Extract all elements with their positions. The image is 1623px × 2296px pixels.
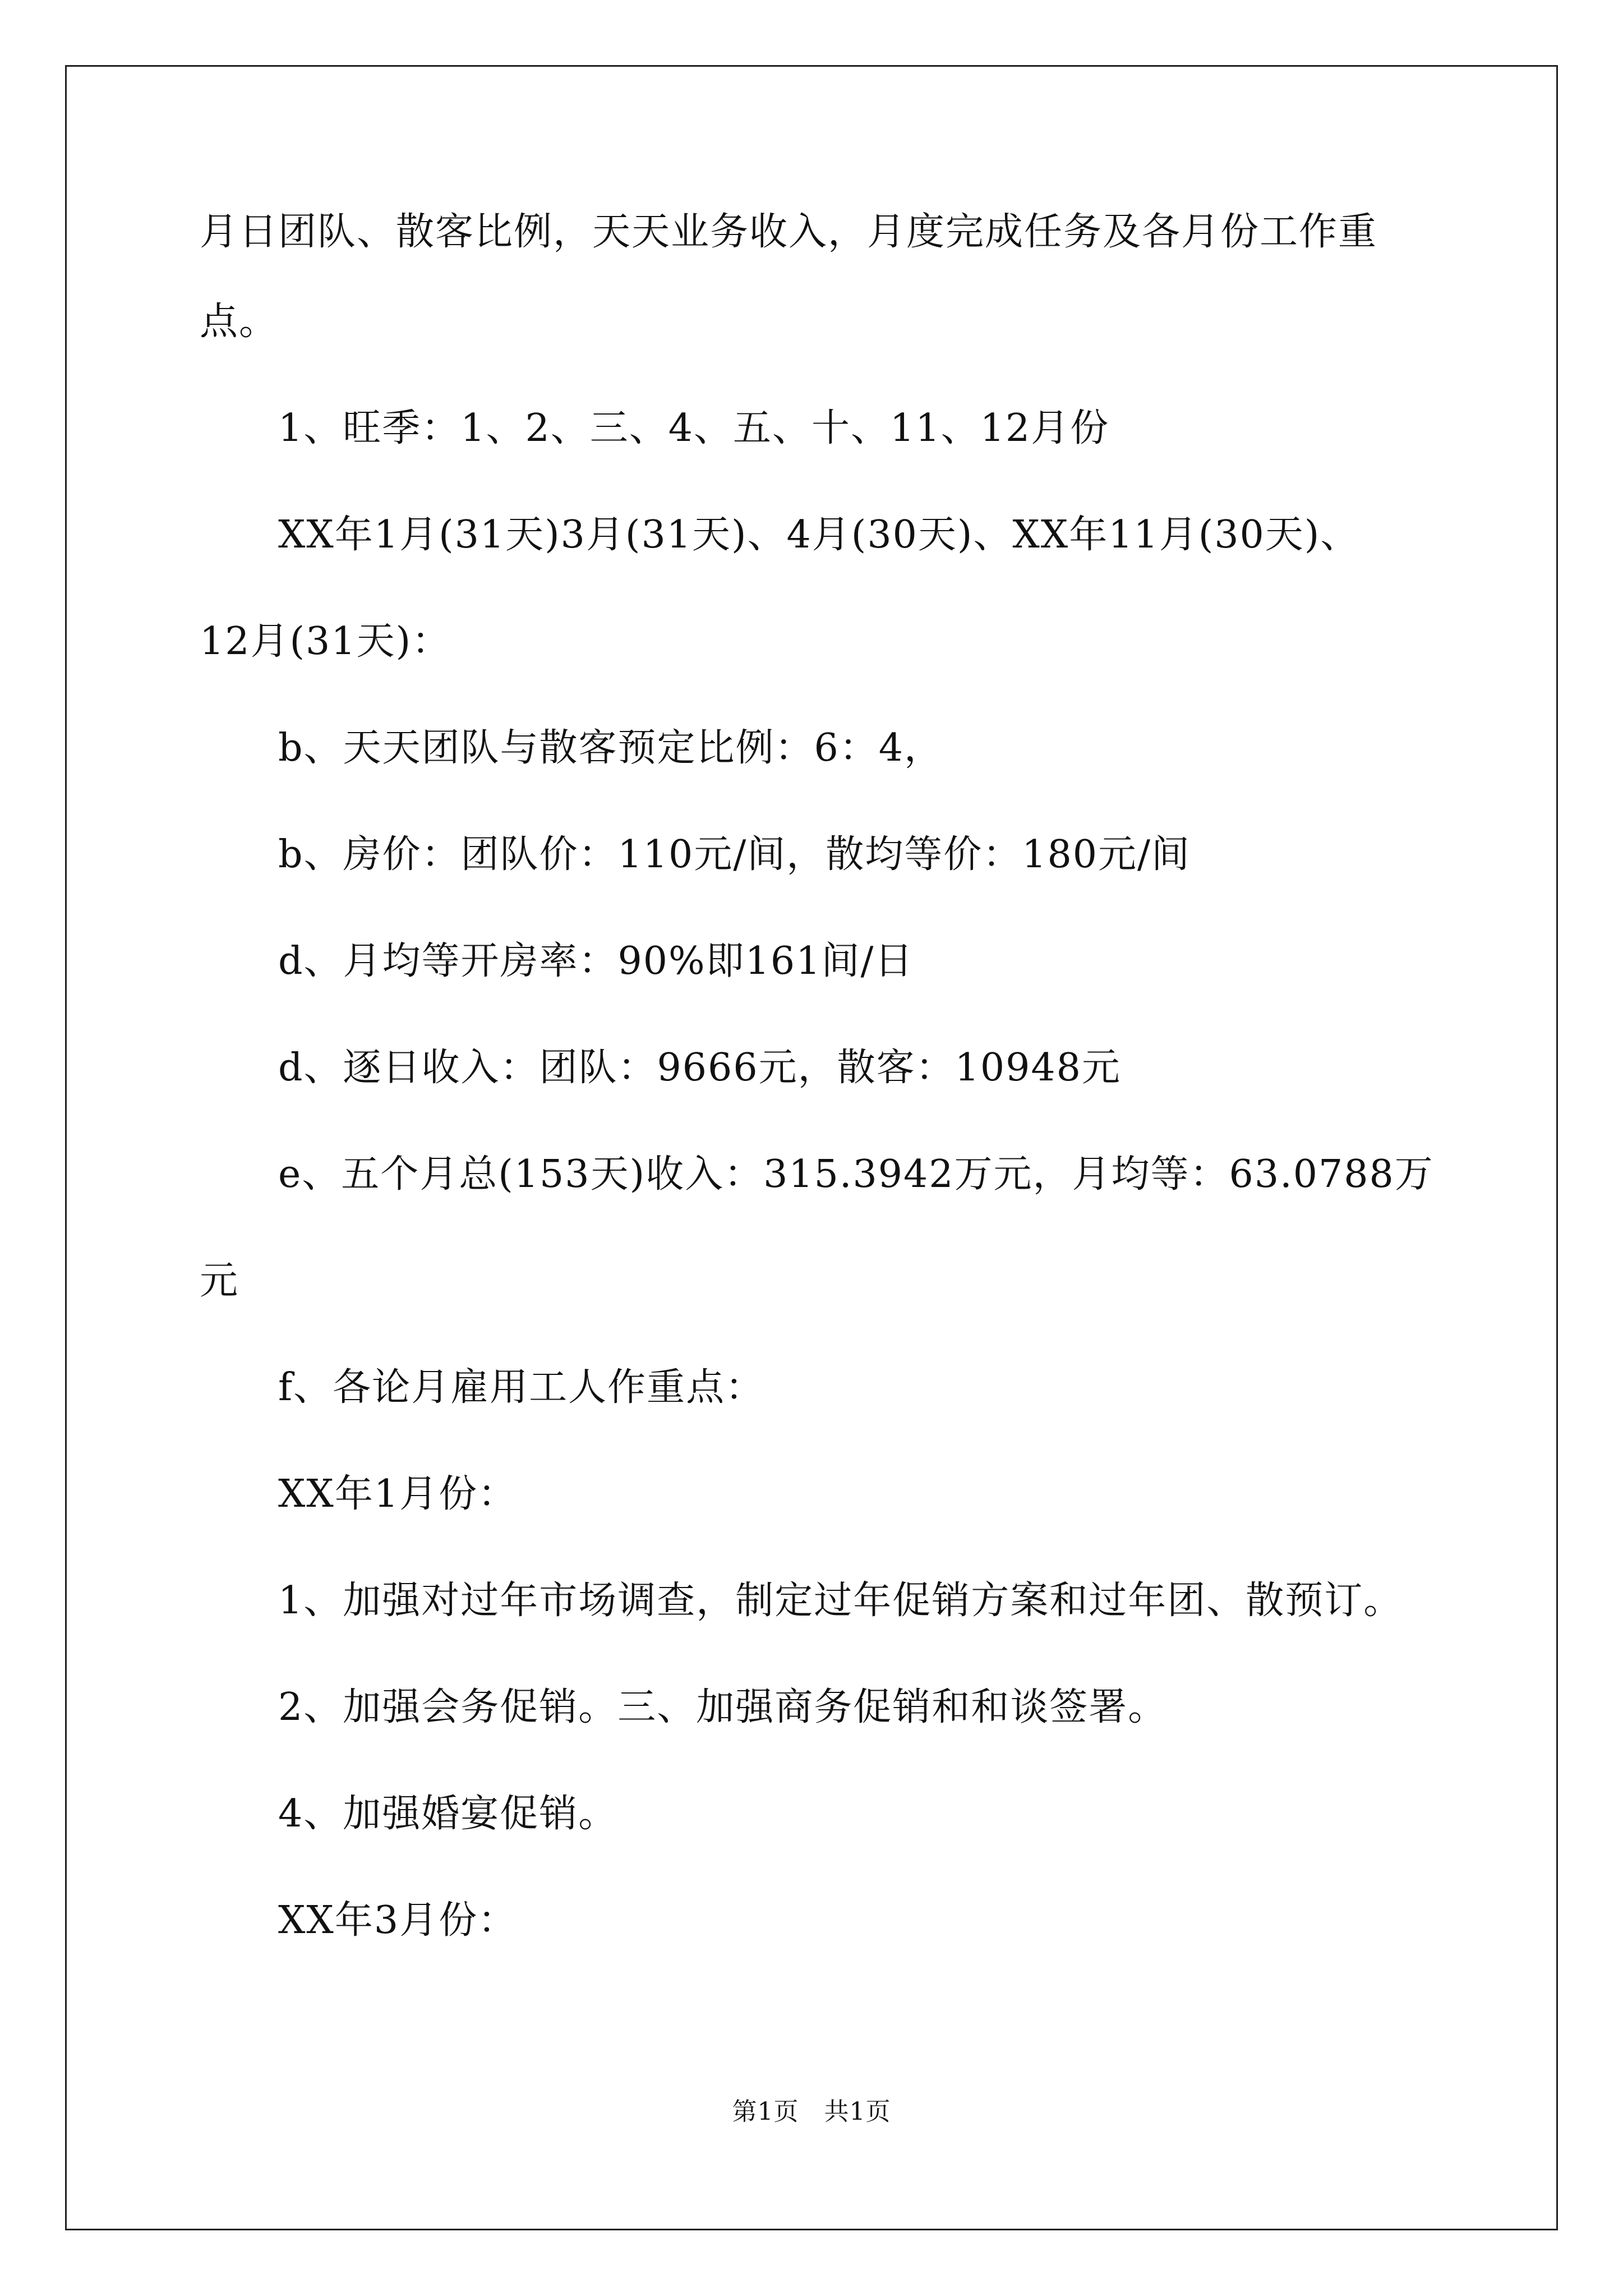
text-line: b、天天团队与散客预定比例：6：4， bbox=[278, 726, 944, 770]
text-line: d、逐日收入：团队：9666元，散客：10948元 bbox=[278, 1046, 1121, 1090]
page-number: 第1页 共1页 bbox=[732, 2097, 891, 2126]
text-line: b、房价：团队价：110元/间，散均等价：180元/间 bbox=[278, 832, 1191, 877]
text-line: 月日团队、散客比例，天天业务收入，月度完成任务及各月份工作重 bbox=[200, 210, 1378, 254]
text-line: XX年1月份： bbox=[278, 1472, 518, 1516]
text-line: 1、加强对过年市场调查，制定过年促销方案和过年团、散预订。 bbox=[278, 1579, 1403, 1623]
text-line: 2、加强会务促销。三、加强商务促销和和谈签署。 bbox=[278, 1685, 1168, 1729]
text-line: d、月均等开房率：90%即161间/日 bbox=[278, 939, 914, 983]
text-line: 12月(31天)： bbox=[200, 619, 451, 664]
text-line: XX年3月份： bbox=[278, 1898, 518, 1943]
text-line: XX年1月(31天)3月(31天)、4月(30天)、XX年11月(30天)、 bbox=[278, 513, 1360, 557]
text-line: 4、加强婚宴促销。 bbox=[278, 1792, 618, 1836]
text-line: f、各论月雇用工人作重点： bbox=[278, 1365, 765, 1410]
text-line: 点。 bbox=[200, 300, 279, 344]
text-line: e、五个月总(153天)收入：315.3942万元，月均等：63.0788万 bbox=[278, 1152, 1434, 1197]
text-line: 元 bbox=[200, 1259, 239, 1303]
text-line: 1、旺季：1、2、三、4、五、十、11、12月份 bbox=[278, 406, 1110, 450]
